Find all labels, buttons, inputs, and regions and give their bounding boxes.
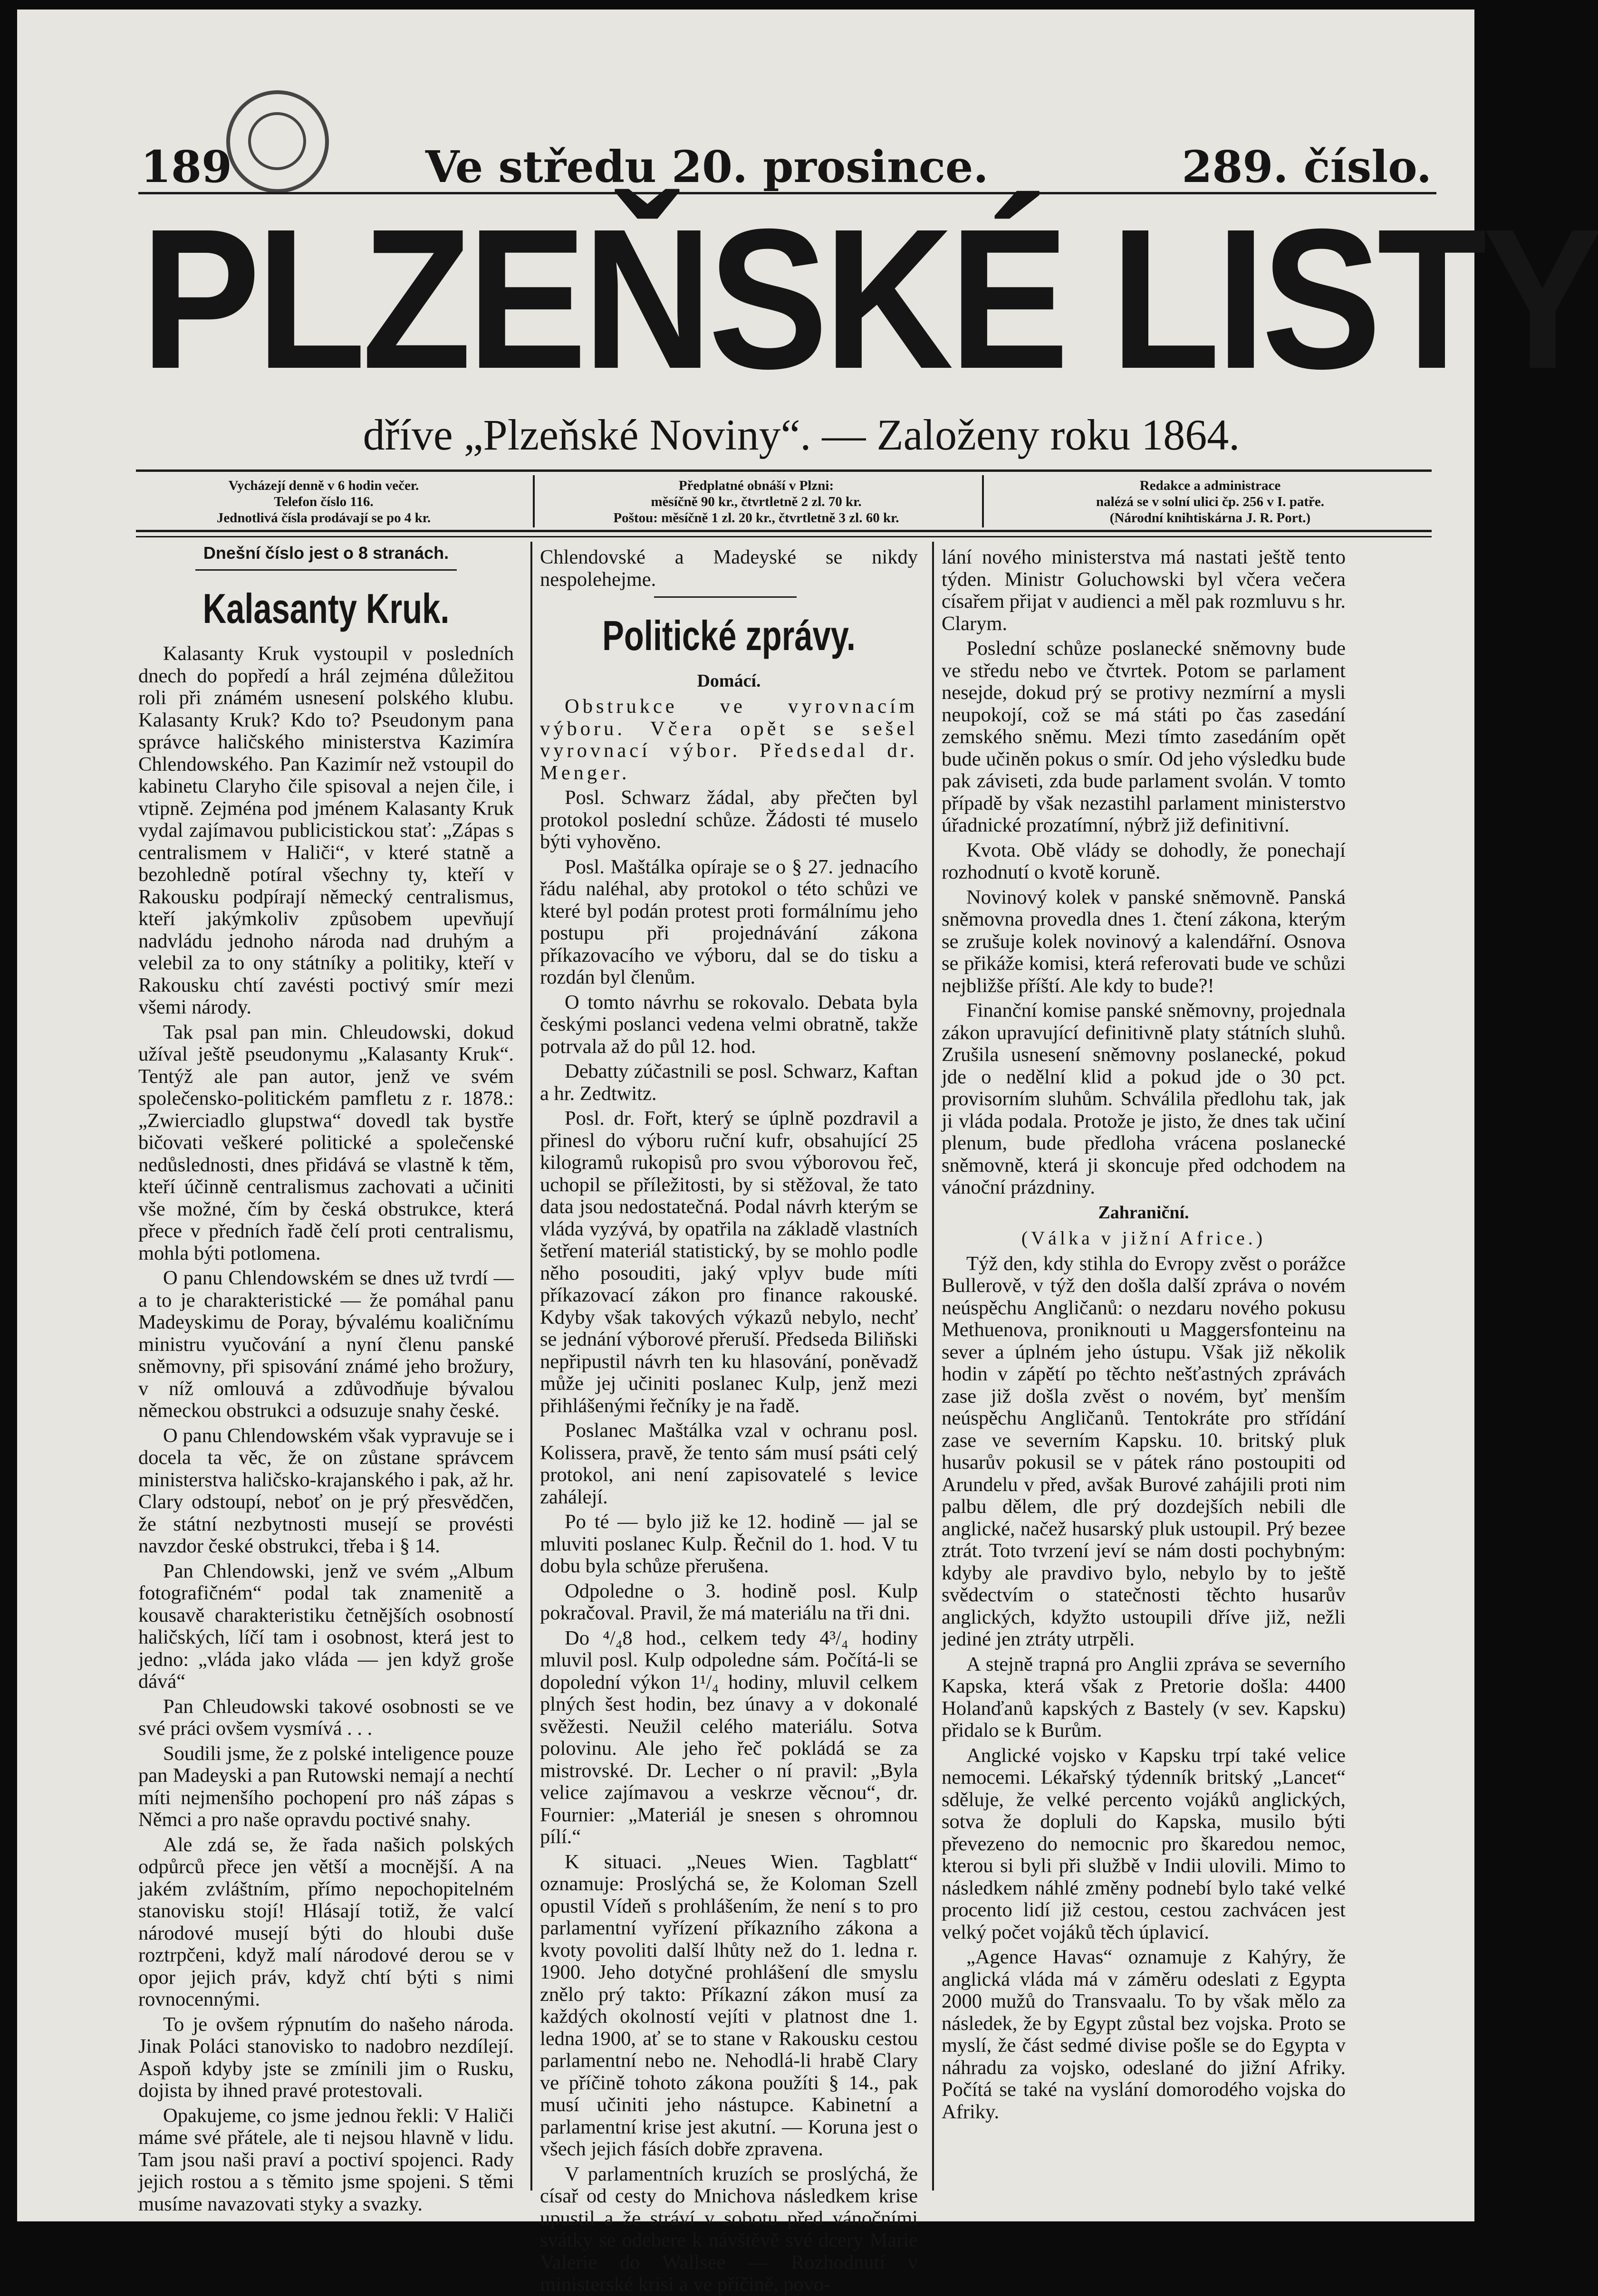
continued-text: Chlendovské a Madeyské se nikdy nespolehejme. bbox=[540, 546, 918, 591]
masthead-title: PLZEŇSKÉ LISTY bbox=[141, 188, 1598, 411]
info-editorial: Redakce a administrace nalézá se v solní ulici čp. 256 v I. patře. (Národní knihtiskárna J. R. Port.) bbox=[1096, 478, 1325, 526]
masthead-subtitle: dříve „Plzeňské Noviny“. — Založeny roku 1864. bbox=[363, 411, 1240, 459]
article-body-kruk: Kalasanty Kruk vystoupil v posledních dnech do popředí a hrál zejména důležitou roli při známém usnesení polského klubu. Kalasanty Kruk? Kdo to? Pseudonym pana správce haličského ministerstva Kazimíra Chlendowského. Pan Kazimír než vstoupil do kabinetu Claryho čile spisoval a nejen čile, i vtipně. Zejména pod jménem Kalasanty Kruk vydal zajímavou publicistickou stať: „Zápas s centralismem v Haliči“, v které statně a bezohledně potíral všechny ty, kteří v Rakousku podpírají německý centralismus, kteří jakýmkoliv způsobem upevňují nadvládu jednoho národa nad druhým a velebil za to ony státníky a politiky, kteří v Rakousku chtí zavésti poctivý smír mezi všemi národy. Tak psal pan min. Chleudowski, dokud užíval ještě pseudonymu „Kalasanty Kruk“. Tentýž ale pan autor, jenž ve svém společensko-politickém pamfletu z r. 1878.: „Zwierciadlo glupstwa“ dovedl tak bystře bičovati veškeré politické a společenské nedůslednosti, dnes přidává se vlastně k těm, kteří účinně centralismus zachovati a učiniti vše možné, čím by česká obstrukce, která přece v předních řadě čelí proti centralismu, mohla býti potlomena. O panu Chlendowském se dnes už tvrdí — a to je charakteristické — že pomáhal panu Madeyskimu de Poray, bývalému koaličnímu ministru vyučování a nyní členu panské sněmovny, při spisování známé jeho brožury, v níž omlouvá a zdůvodňuje bývalou německou obstrukci a odsuzuje snahy české. O panu Chlendowském však vypravuje se i docela ta věc, že on zůstane správcem ministerstva haličsko-krajanského i pak, až hr. Clary odstoupí, neboť on je prý přesvědčen, že státní nezbytnosti musejí se provésti navzdor české obstrukci, třeba i § 14. Pan Chlendowski, jenž ve svém „Album fotografičném“ podal tak znamenitě a kousavě charakteristiku četnějších osobností haličských, líčí tam i osobnost, která jest to jedno: „vláda jako vláda — jen když groše dává“ Pan Chleudowski takové osobnosti se ve své práci ovšem vysmívá . . . Soudili jsme, že z polské inteligence pouze pan Madeyski a pan Rutowski nemají a nechtí míti nejmenšího pochopení pro náš zápas s Němci a pro naše opravdu poctivé snahy. Ale zdá se, že řada našich polských odpůrců přece jen větší a mocnější. A na jakém zvláštním, přímo nepochopitelném stanovisku stojí! Hlásají totiž, že valcí národové musejí býti do hloubi duše roztrpčeni, když malí národové derou se v opor jejich práv, když chtí býti s nimi rovnocennými. To je ovšem rýpnutím do našeho národa. Jinak Poláci stanovisko to nadobro nezdílejí. Aspoň kdyby jste se zmínili jim o Rusku, dojista by ihned pravé protestovali. Opakujeme, co jsme jednou řekli: V Haliči máme své přátele, ale ti nejsou hlavně v lidu. Tam jsou naši praví a poctiví spojenci. Rady jejich rostou a s těmito jsme spojeni. S těmi musíme navazovati styky a svazky. bbox=[138, 642, 514, 2215]
issue-year: 189 bbox=[141, 141, 232, 192]
newspaper-page bbox=[17, 10, 1598, 2296]
politics-body: Obstrukce ve vyrovnacím výboru. Včera opět se sešel vyrovnací výbor. Předsedal dr. Menger. Posl. Schwarz žádal, aby přečten byl protokol poslední schůze. Žádosti té muselo býti vyhověno. Posl. Maštálka opíraje se o § 27. jednacího řádu naléhal, aby protokol o této schůzi ve které byl podán protest proti formálnímu jeho postupu při projednávání zákona příkazovacího ve výboru, dal se do tisku a rozdán byl členům. O tomto návrhu se rokovalo. Debata byla českými poslanci vedena velmi obratně, takže potrvala až do půl 12. hod. Debatty zúčastnili se posl. Schwarz, Kaftan a hr. Zedtwitz. Posl. dr. Fořt, který se úplně pozdravil a přinesl do výboru ruční kufr, obsahující 25 kilogramů rukopisů pro svou výborovou řeč, uchopil se příležitosti, by si stěžoval, že tato data jsou nedostatečná. Podal návrh kterým se vláda vyzývá, by opatřila na základě vlastních šetření materiál statistický, by se mohlo podle něho posouditi, jaký vplyv bude míti příkazovací zákon pro finance rakouské. Kdyby však takových výkazů nebylo, nechť se jednání výborové přeruší. Předseda Biliňski nepřipustil návrh ten ku hlasování, poněvadž může jej učiniti poslanec Kulp, jenž mezi přihlášenými řečníky je na řadě. Poslanec Maštálka vzal v ochranu posl. Kolissera, pravě, že tento sám musí psáti celý protokol, ani není zapisovatelé s levice zahálejí. Po té — bylo již ke 12. hodině — jal se mluviti poslanec Kulp. Řečnil do 1. hod. V tu dobu byla schůze přerušena. Odpoledne o 3. hodině posl. Kulp pokračoval. Pravil, že má materiálu na tři dni. Do ⁴/₄8 hod., celkem tedy 4³/₄ hodiny mluvil posl. Kulp odpoledne sám. Počítá-li se dopolední výkon 1¹/₄ hodiny, mluvil celkem plných šest hodin, bez únavy a v dokonalé svěžesti. Neužil celého materiálu. Sotva polovinu. Ale jeho řeč pokládá se za mistrovské. Dr. Lecher o ní pravil: „Byla velice zajímavou a veskrze věcnou“, dr. Fournier: „Materiál je snesen s ohromnou pílí.“ K situaci. „Neues Wien. Tagblatt“ oznamuje: Proslýchá se, že Koloman Szell opustil Vídeň s prohlášením, že není s to pro parlamentní vyřízení příkazního zákona a kvoty povoliti další lhůty než do 1. ledna r. 1900. Jeho dotyčné prohlášení dle smyslu znělo prý takto: Příkazní zákon musí za každých okolností vejíti v platnost dne 1. ledna 1900, ať se to stane v Rakousku cestou parlamentní nebo ne. Nehodlá-li hrabě Clary ve příčině tohoto zákona použíti § 14., pak musí učiniti jeho nástupce. Kabinetní a parlamentní krise jest akutní. — Koruna jest o všech jejich fásích dobře zpravena. V parlamentních kruzích se proslýchá, že císař od cesty do Mnichova následkem krise upustil a že stráví v sobotu před vánočními svátky se odebere k návštěvě své dcery Marie Valerie do Wallsee — Rozhodnutí v ministerské krisi a ve příčině, povo- bbox=[540, 695, 918, 2296]
section-heading-politics: Politické zprávy. bbox=[602, 612, 856, 659]
page-count-notice: Dnešní číslo jest o 8 stranách. bbox=[203, 543, 449, 563]
subsection-war-africa: (Válka v jižní Africe.) bbox=[1021, 1227, 1266, 1249]
info-rule-top bbox=[136, 469, 1432, 472]
issue-header bbox=[141, 140, 1432, 192]
info-subscription: Předplatné obnáší v Plzni: měsíčně 90 kr., čtvrtletně 2 zl. 70 kr. Poštou: měsíčně 1 zl. 20 kr., čtvrtletně 3 zl. 60 kr. bbox=[613, 478, 899, 526]
info-rule-bottom bbox=[136, 530, 1432, 532]
column-2 bbox=[540, 546, 918, 2296]
info-publishing: Vycházejí denně v 6 hodin večer. Telefon číslo 116. Jednotlivá čísla prodávají se po 4 kr. bbox=[216, 478, 431, 526]
politics-continued: lání nového ministerstva má nastati ještě tento týden. Ministr Goluchowski byl včera večera císařem přijat v audienci a měl pak rozmluvu s hr. Clarym. Poslední schůze poslanecké sněmovny bude ve středu nebo ve čtvrtek. Potom se parlament nesejde, dokud prý se protivy nezmírní a mysli neupokojí, což se má státi po čas zasedání zemského sněmu. Mezi tímto zasedáním opět bude učiněn pokus o smír. Od jeho výsledku bude pak záviseti, zda bude parlament svolán. V tomto případě by však nezastihl parlament ministerstvo úřadnické prozatímní, nýbrž již definitivní. Kvota. Obě vlády se dohodly, že ponechají rozhodnutí o kvotě koruně. Novinový kolek v panské sněmovně. Panská sněmovna provedla dnes 1. čtení zákona, kterým se zrušuje kolek novinový a kalendářní. Osnova se přikáže komisi, která referovati bude ve schůzi nejbližše příští. Ale kdy to bude?! Finanční komise panské sněmovny, projednala zákon upravující definitivně platy státních sluhů. Zrušila usnesení sněmovny poslanecké, pokud jde o nedělní klid a pokud jde o 30 pct. provisorním sluhům. Schválila předlohu tak, jak ji vláda podala. Protože je jisto, že dnes tak učiní plenum, bude předloha vrácena poslanecké sněmovně, která ji skoncuje před odchodem na vánoční prázdniny. bbox=[942, 546, 1346, 1198]
subsection-domestic: Domácí. bbox=[697, 671, 761, 691]
foreign-body: Týž den, kdy stihla do Evropy zvěst o porážce Bullerově, v týž den došla další zpráva o novém neúspěchu Angličanů: o nezdaru nového pokusu Methuenova, proniknouti u Maggersfonteinu na sever a úplném jeho ústupu. Však již několik hodin v zápětí po těchto nešťastných zprávách zase již došla zvěst o novém, byť menším neúspěchu Angličanů. Tentokráte pro střídání zase ve severním Kapsku. 10. britský pluk husarův pokusil se v pátek ráno postoupiti od Arundelu v před, avšak Burové zahájili proti nim palbu dělem, dle prý dozdejších nebili dle anglické, načež husarský pluk ustoupil. Prý bezee ztrát. Toto tvrzení jeví se nám dosti pochybným: kdyby ale pravdivo bylo, nebylo by to ještě svědectvím o statečnosti těchto husarův anglických, kdyžto ustoupili dříve již, nežli jediné jen ztráty utrpěli. A stejně trapná pro Anglii zpráva se severního Kapska, která však z Pretorie došla: 4400 Holanďanů kapských z Bastely (v sev. Kapsku) přidalo se k Burům. Anglické vojsko v Kapsku trpí také velice nemocemi. Lékařský týdenník britský „Lancet“ sděluje, že velké percento vojáků anglických, sotva že dopluli do Kapska, musilo býti převezeno do nemocnic pro škaredou nemoc, kterou si byli při službě v Indii ulovili. Mimo to následkem náhlé změny podnebí bylo také velké procento lidí již cestou, cestou zachvácen jest velký počet vojáků těch úplavicí. „Agence Havas“ oznamuje z Kahýry, že anglická vláda má v záměru odeslati z Egypta 2000 mužů do Transvaalu. To by však mělo za následek, že by Egypt zůstal bez vojska. Proto se myslí, že část sedmé divise pošle se do Egypta v náhradu za vojsko, odeslané do jižní Afriky. Počítá se také na vyslání domorodého vojska do Afriky. bbox=[942, 1252, 1346, 2123]
issue-number: 289. číslo. bbox=[1182, 141, 1432, 192]
column-1 bbox=[138, 543, 514, 2215]
column-3 bbox=[942, 546, 1346, 2195]
issue-date: Ve středu 20. prosince. bbox=[425, 141, 989, 192]
article-heading-kruk: Kalasanty Kruk. bbox=[202, 585, 450, 632]
subsection-foreign: Zahraniční. bbox=[1098, 1202, 1189, 1223]
